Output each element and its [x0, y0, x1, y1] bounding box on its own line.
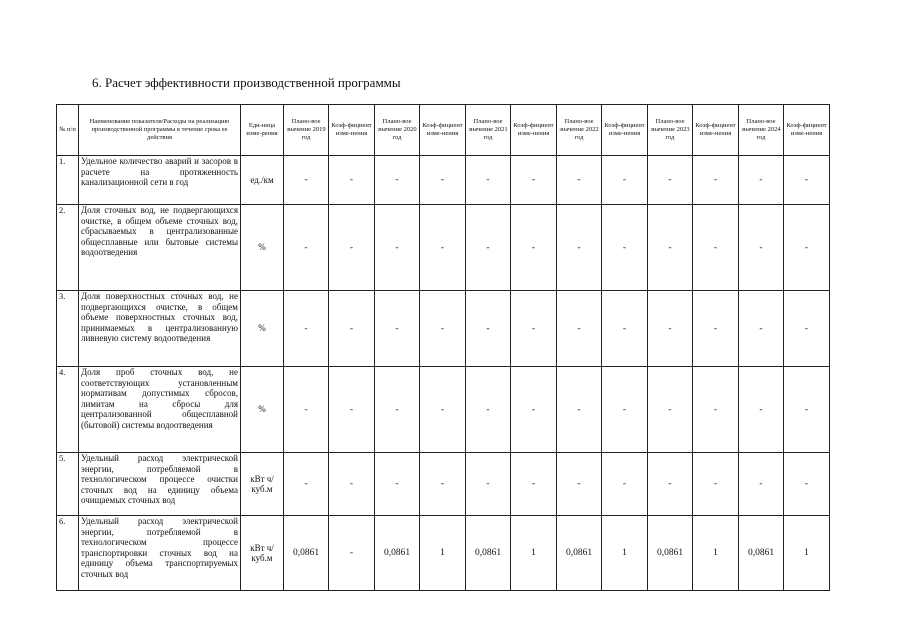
coef-value-cell: - [693, 156, 739, 205]
plan-value-cell: - [557, 205, 602, 291]
plan-value-cell: 0,0861 [466, 516, 511, 591]
page-title: 6. Расчет эффективности производственной программы [92, 75, 401, 90]
coef-value-cell: - [784, 291, 830, 367]
coef-value-cell: - [602, 156, 648, 205]
plan-value-cell: - [284, 291, 329, 367]
header-coef: Коэф-фициент изме-нения [420, 105, 466, 156]
coef-value-cell: - [420, 367, 466, 453]
plan-value-cell: - [739, 205, 784, 291]
header-plan-2021: Плано-вое значение 2021 год [466, 105, 511, 156]
header-num: № п/п [57, 105, 79, 156]
coef-value-cell: - [420, 453, 466, 516]
unit-cell: кВт ч/куб.м [241, 453, 284, 516]
plan-value-cell: 0,0861 [557, 516, 602, 591]
plan-value-cell: - [557, 291, 602, 367]
coef-value-cell: - [693, 205, 739, 291]
header-unit: Еди-ница изме-рения [241, 105, 284, 156]
plan-value-cell: - [466, 205, 511, 291]
coef-value-cell: - [511, 453, 557, 516]
row-number: 6. [57, 516, 79, 591]
plan-value-cell: - [739, 367, 784, 453]
header-plan-2023: Плано-вое значение 2023 год [648, 105, 693, 156]
plan-value-cell: - [739, 156, 784, 205]
header-coef: Коэф-фициент изме-нения [602, 105, 648, 156]
table-row [57, 205, 830, 291]
coef-value-cell: - [329, 367, 375, 453]
unit-cell: % [241, 205, 284, 291]
coef-value-cell: - [784, 205, 830, 291]
coef-value-cell: - [511, 156, 557, 205]
plan-value-cell: 0,0861 [739, 516, 784, 591]
coef-value-cell: - [602, 291, 648, 367]
plan-value-cell: - [557, 453, 602, 516]
plan-value-cell: - [375, 156, 420, 205]
header-row [57, 105, 830, 156]
plan-value-cell: - [648, 156, 693, 205]
coef-value-cell: - [420, 291, 466, 367]
header-name: Наименование показателя/Расходы на реализацию производственной программы в течение срока ее действия [79, 105, 241, 156]
plan-value-cell: - [466, 291, 511, 367]
plan-value-cell: - [648, 367, 693, 453]
table-row [57, 156, 830, 205]
unit-cell: кВт ч/куб.м [241, 516, 284, 591]
indicator-name: Доля сточных вод, не подвергающихся очистке, в общем объеме сточных вод, сбрасываемых в централизованные общесплавные или бытовые системы водоотведения [79, 205, 241, 291]
plan-value-cell: - [466, 156, 511, 205]
coef-value-cell: - [693, 291, 739, 367]
plan-value-cell: - [284, 156, 329, 205]
plan-value-cell: - [466, 367, 511, 453]
coef-value-cell: - [511, 291, 557, 367]
plan-value-cell: 0,0861 [375, 516, 420, 591]
coef-value-cell: - [693, 367, 739, 453]
plan-value-cell: - [557, 156, 602, 205]
plan-value-cell: - [648, 291, 693, 367]
coef-value-cell: 1 [693, 516, 739, 591]
indicator-name: Удельный расход электрической энергии, потребляемой в технологическом процессе очистки сточных вод на единицу объема очищаемых сточных вод [79, 453, 241, 516]
coef-value-cell: - [602, 367, 648, 453]
plan-value-cell: - [375, 291, 420, 367]
indicator-name: Доля поверхностных сточных вод, не подвергающихся очистке, в общем объеме поверхностных сточных вод, принимаемых в централизованную ливневую систему водоотведения [79, 291, 241, 367]
row-number: 5. [57, 453, 79, 516]
table-row [57, 516, 830, 591]
coef-value-cell: - [602, 205, 648, 291]
header-plan-2019: Плано-вое значение 2019 год [284, 105, 329, 156]
table-row [57, 367, 830, 453]
coef-value-cell: 1 [602, 516, 648, 591]
plan-value-cell: - [648, 453, 693, 516]
coef-value-cell: - [420, 205, 466, 291]
plan-value-cell: - [284, 367, 329, 453]
plan-value-cell: 0,0861 [648, 516, 693, 591]
row-number: 4. [57, 367, 79, 453]
coef-value-cell: 1 [784, 516, 830, 591]
plan-value-cell: - [284, 205, 329, 291]
header-coef: Коэф-фициент изме-нения [329, 105, 375, 156]
unit-cell: ед./км [241, 156, 284, 205]
plan-value-cell: - [375, 367, 420, 453]
indicator-name: Удельный расход электрической энергии, потребляемой в технологическом процессе транспортировки сточных вод на единицу объема транспортируемых сточных вод [79, 516, 241, 591]
header-coef: Коэф-фициент изме-нения [784, 105, 830, 156]
coef-value-cell: - [511, 367, 557, 453]
plan-value-cell: - [375, 453, 420, 516]
coef-value-cell: 1 [511, 516, 557, 591]
coef-value-cell: - [511, 205, 557, 291]
header-plan-2020: Плано-вое значение 2020 год [375, 105, 420, 156]
coef-value-cell: - [784, 156, 830, 205]
plan-value-cell: - [739, 453, 784, 516]
row-number: 3. [57, 291, 79, 367]
plan-value-cell: - [739, 291, 784, 367]
coef-value-cell: - [329, 516, 375, 591]
plan-value-cell: 0,0861 [284, 516, 329, 591]
table-row [57, 291, 830, 367]
plan-value-cell: - [648, 205, 693, 291]
header-plan-2022: Плано-вое значение 2022 год [557, 105, 602, 156]
table-row [57, 453, 830, 516]
coef-value-cell: - [420, 156, 466, 205]
efficiency-table [56, 104, 830, 591]
plan-value-cell: - [375, 205, 420, 291]
header-coef: Коэф-фициент изме-нения [511, 105, 557, 156]
coef-value-cell: - [693, 453, 739, 516]
row-number: 1. [57, 156, 79, 205]
coef-value-cell: - [784, 367, 830, 453]
indicator-name: Удельное количество аварий и засоров в расчете на протяженность канализационной сети в год [79, 156, 241, 205]
coef-value-cell: - [784, 453, 830, 516]
coef-value-cell: - [329, 291, 375, 367]
unit-cell: % [241, 291, 284, 367]
coef-value-cell: - [329, 453, 375, 516]
coef-value-cell: 1 [420, 516, 466, 591]
coef-value-cell: - [602, 453, 648, 516]
coef-value-cell: - [329, 205, 375, 291]
header-plan-2024: Плано-вое значение 2024 год [739, 105, 784, 156]
coef-value-cell: - [329, 156, 375, 205]
plan-value-cell: - [557, 367, 602, 453]
plan-value-cell: - [284, 453, 329, 516]
indicator-name: Доля проб сточных вод, не соответствующих установленным нормативам допустимых сбросов, лимитам на сбросы для централизованной общесплавной (бытовой) системы водоотведения [79, 367, 241, 453]
unit-cell: % [241, 367, 284, 453]
row-number: 2. [57, 205, 79, 291]
header-coef: Коэф-фициент изме-нения [693, 105, 739, 156]
plan-value-cell: - [466, 453, 511, 516]
